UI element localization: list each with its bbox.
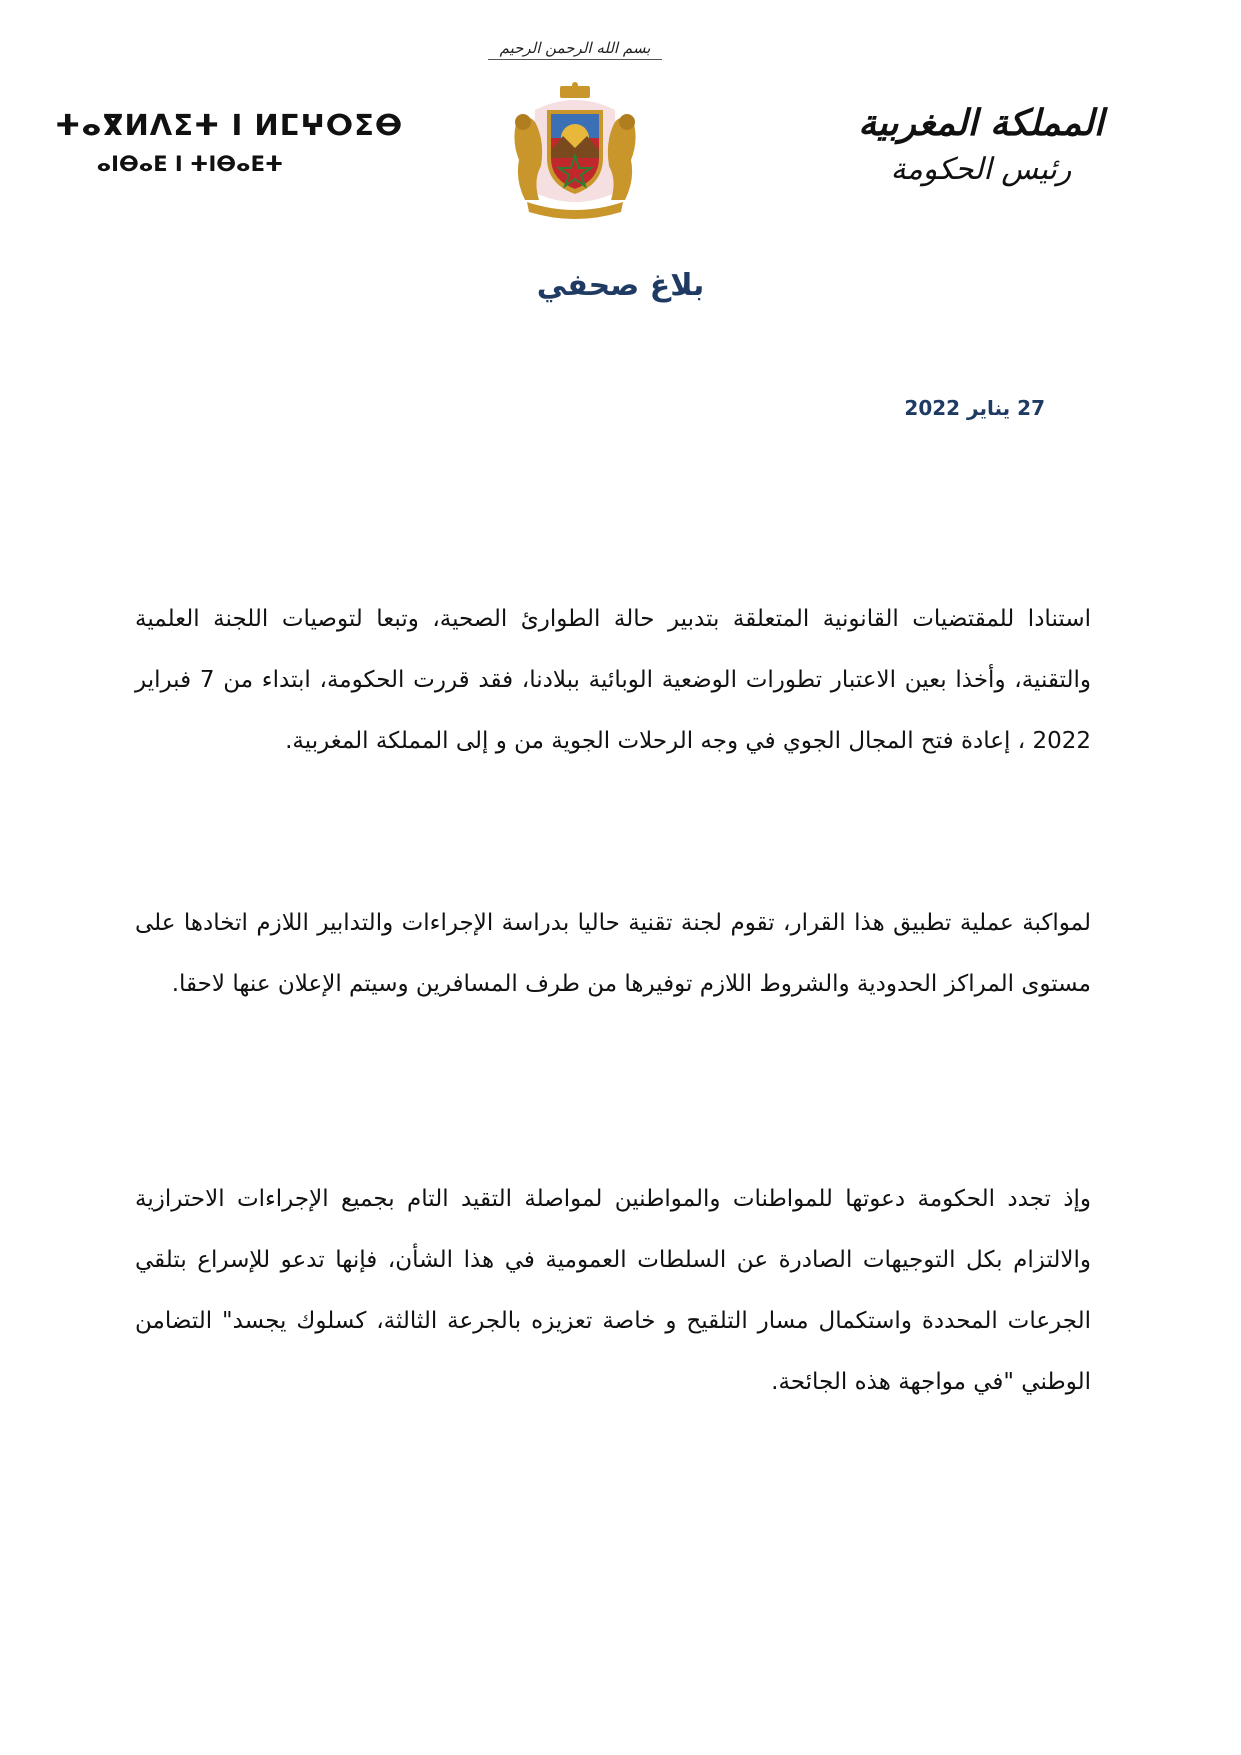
tifinagh-kingdom-text: ⵜⴰⴳⵍⴷⵉⵜ ⵏ ⵍⵎⵖⵔⵉⴱ — [55, 108, 404, 142]
release-date: 27 يناير 2022 — [904, 396, 1045, 420]
body-paragraph: لمواكبة عملية تطبيق هذا القرار، تقوم لجنة تقنية حاليا بدراسة الإجراءات والتدابير اللازم اتخادها على مستوى المراكز الحدودية والشروط اللازم توفيرها من طرف المسافرين وسيتم الإعلان عنها لاحقا. — [135, 910, 1091, 997]
body-paragraph: استنادا للمقتضيات القانونية المتعلقة بتدبير حالة الطوارئ الصحية، وتبعا لتوصيات اللجنة العلمية والتقنية، وأخذا بعين الاعتبار تطورات الوضعية الوبائية ببلادنا، فقد قررت الحكومة، ابتداء من 7 فبراير 2022 ، إعادة فتح المجال الجوي في وجه الرحلات الجوية من و إلى المملكة المغربية. — [135, 606, 1092, 754]
tifinagh-head-of-government-text: ⴰⵏⴱⴰⴹ ⵏ ⵜⵏⴱⴰⴹⵜ — [96, 152, 284, 176]
page-title: بلاغ صحفي — [536, 268, 705, 303]
head-of-government-text: رئيس الحكومة — [890, 152, 1072, 187]
body-paragraph: وإذ تجدد الحكومة دعوتها للمواطنات والمواطنين لمواصلة التقيد التام بجميع الإجراءات الاحترازية والالتزام بكل التوجيهات الصادرة عن السلطات العمومية في هذا الشأن، فإنها تدعو للإسراع بتلقي الجرعات المحددة واستكمال مسار التلقيح و خاصة تعزيزه بالجرعة الثالثة، كسلوك يجسد" التضامن الوطني "في مواجهة هذه الجائحة. — [135, 1186, 1091, 1395]
tifinagh-header — [55, 108, 404, 176]
basmala-text: بسم الله الرحمن الرحيم — [488, 39, 663, 60]
basmala — [470, 38, 680, 68]
arabic-header — [851, 100, 1111, 190]
kingdom-text: المملكة المغربية — [858, 102, 1104, 144]
moroccan-coat-of-arms-icon — [505, 80, 645, 220]
